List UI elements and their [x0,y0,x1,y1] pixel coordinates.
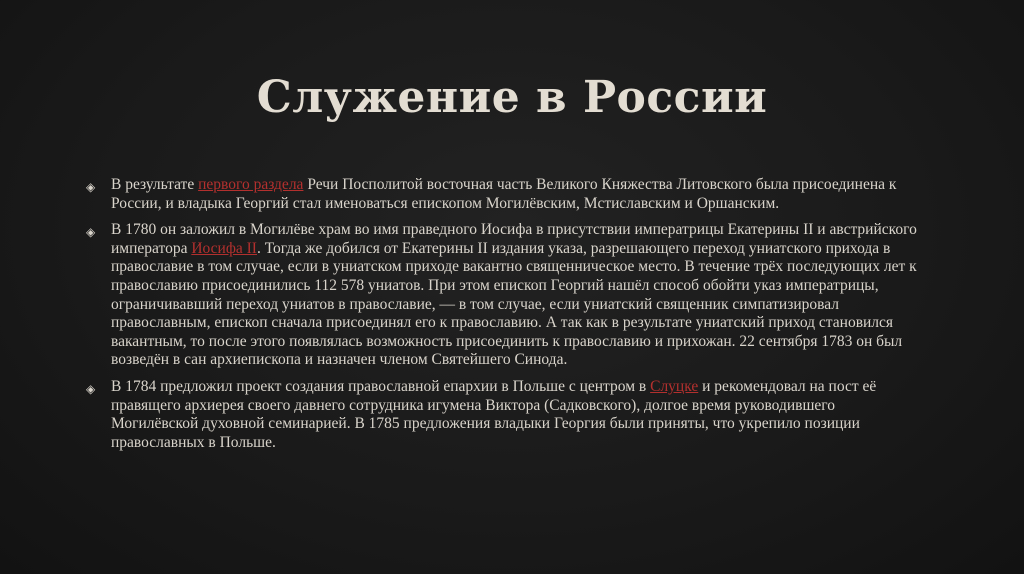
diamond-bullet-icon: ◈ [86,225,96,240]
bullet-text-after: Речи Посполитой восточная часть Великого Княжества Литовского была присоединена к России, и владыка Георгий стал именоваться епископом Могилёвским, Мстиславским и Оршанским. [111,176,897,212]
bullet-item-3 [86,378,921,452]
diamond-bullet-icon: ◈ [86,180,96,194]
bullet-list [86,176,921,460]
link-slutsk[interactable]: Слуцке [650,377,699,395]
slide-title: Служение в России [256,72,768,123]
link-joseph-ii[interactable]: Иосифа II [191,239,257,257]
bullet-text-before: В 1780 он заложил в Могилёве храм во имя праведного Иосифа в присутствии императрицы Екатерины II и австрийского императора [111,221,917,257]
bullet-item-1 [86,176,921,213]
bullet-text-before: В результате [111,176,199,193]
bullet-text-after: и рекомендовал на пост её правящего архиерея своего давнего сотрудника игумена Виктора (Садковского), долгое время руководившего Могилёвской духовной семинарией. В 1785 предложения владыки Георгия были приняты, что укрепило позиции православных в Польше. [111,377,877,451]
bullet-text-before: В 1784 предложил проект создания православной епархии в Польше с центром в [111,377,651,395]
bullet-text-after: . Тогда же добился от Екатерины II издания указа, разрешающего переход униатского прихода в православие в том случае, если в униатском приходе вакантно священническое место. В течение трёх последующих лет к православию присоединились 112 578 униатов. При этом епископ Георгий нашёл способ обойти указ императрицы, ограничивавший переход униатов в православие, — в том случае, если униатский священник симпатизировал православным, епископ сначала присоединял его к православию. А так как в результате униатский приход становился вакантным, то после этого появлялась возможность присоединить к православию и прихожан. 22 сентября 1783 он был возведён в сан архиепископа и назначен членом Святейшего Синода. [111,239,917,369]
link-first-partition[interactable]: первого раздела [198,176,304,193]
diamond-bullet-icon: ◈ [86,381,96,396]
bullet-item-2 [86,221,921,370]
